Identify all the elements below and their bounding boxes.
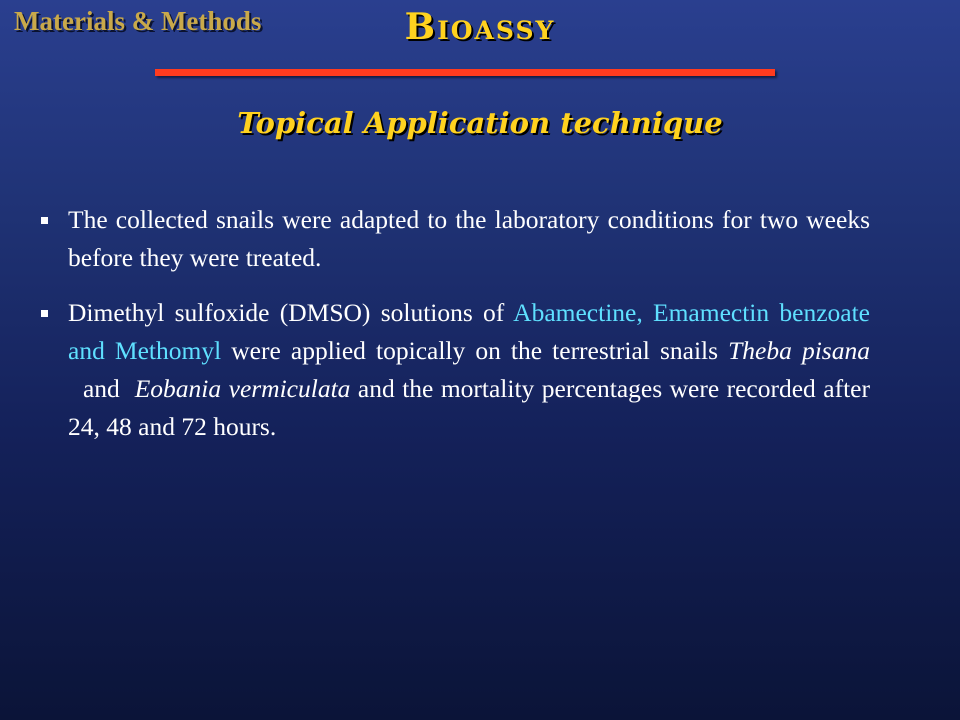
species-name: Eobania vermiculata <box>134 374 351 403</box>
square-bullet-icon <box>41 310 48 317</box>
bullet-text-part: and <box>68 374 135 403</box>
title-underline <box>155 69 775 76</box>
section-label: Materials & Methods <box>14 6 262 36</box>
slide-title: Bioassy <box>404 6 556 48</box>
slide-subtitle: Topical Application technique <box>237 106 723 140</box>
bullet-text-part: Dimethyl sulfoxide (DMSO) solutions of <box>68 298 514 327</box>
bullet-text-part: were applied topically on the terrestrial snails <box>221 336 729 365</box>
bullet-text: The collected snails were adapted to the laboratory conditions for two weeks before they were treated. <box>68 205 870 272</box>
pesticide-names-highlight: Abamectine, Emamectin benzoate and Methomyl <box>68 298 870 365</box>
bullet-list <box>40 201 870 463</box>
square-bullet-icon <box>41 217 48 224</box>
bullet-item <box>40 294 870 446</box>
bullet-item <box>40 201 870 277</box>
species-name: Theba pisana <box>728 336 870 365</box>
bullet-text-part: and the mortality percentages were recorded after 24, 48 and 72 hours. <box>68 374 870 441</box>
